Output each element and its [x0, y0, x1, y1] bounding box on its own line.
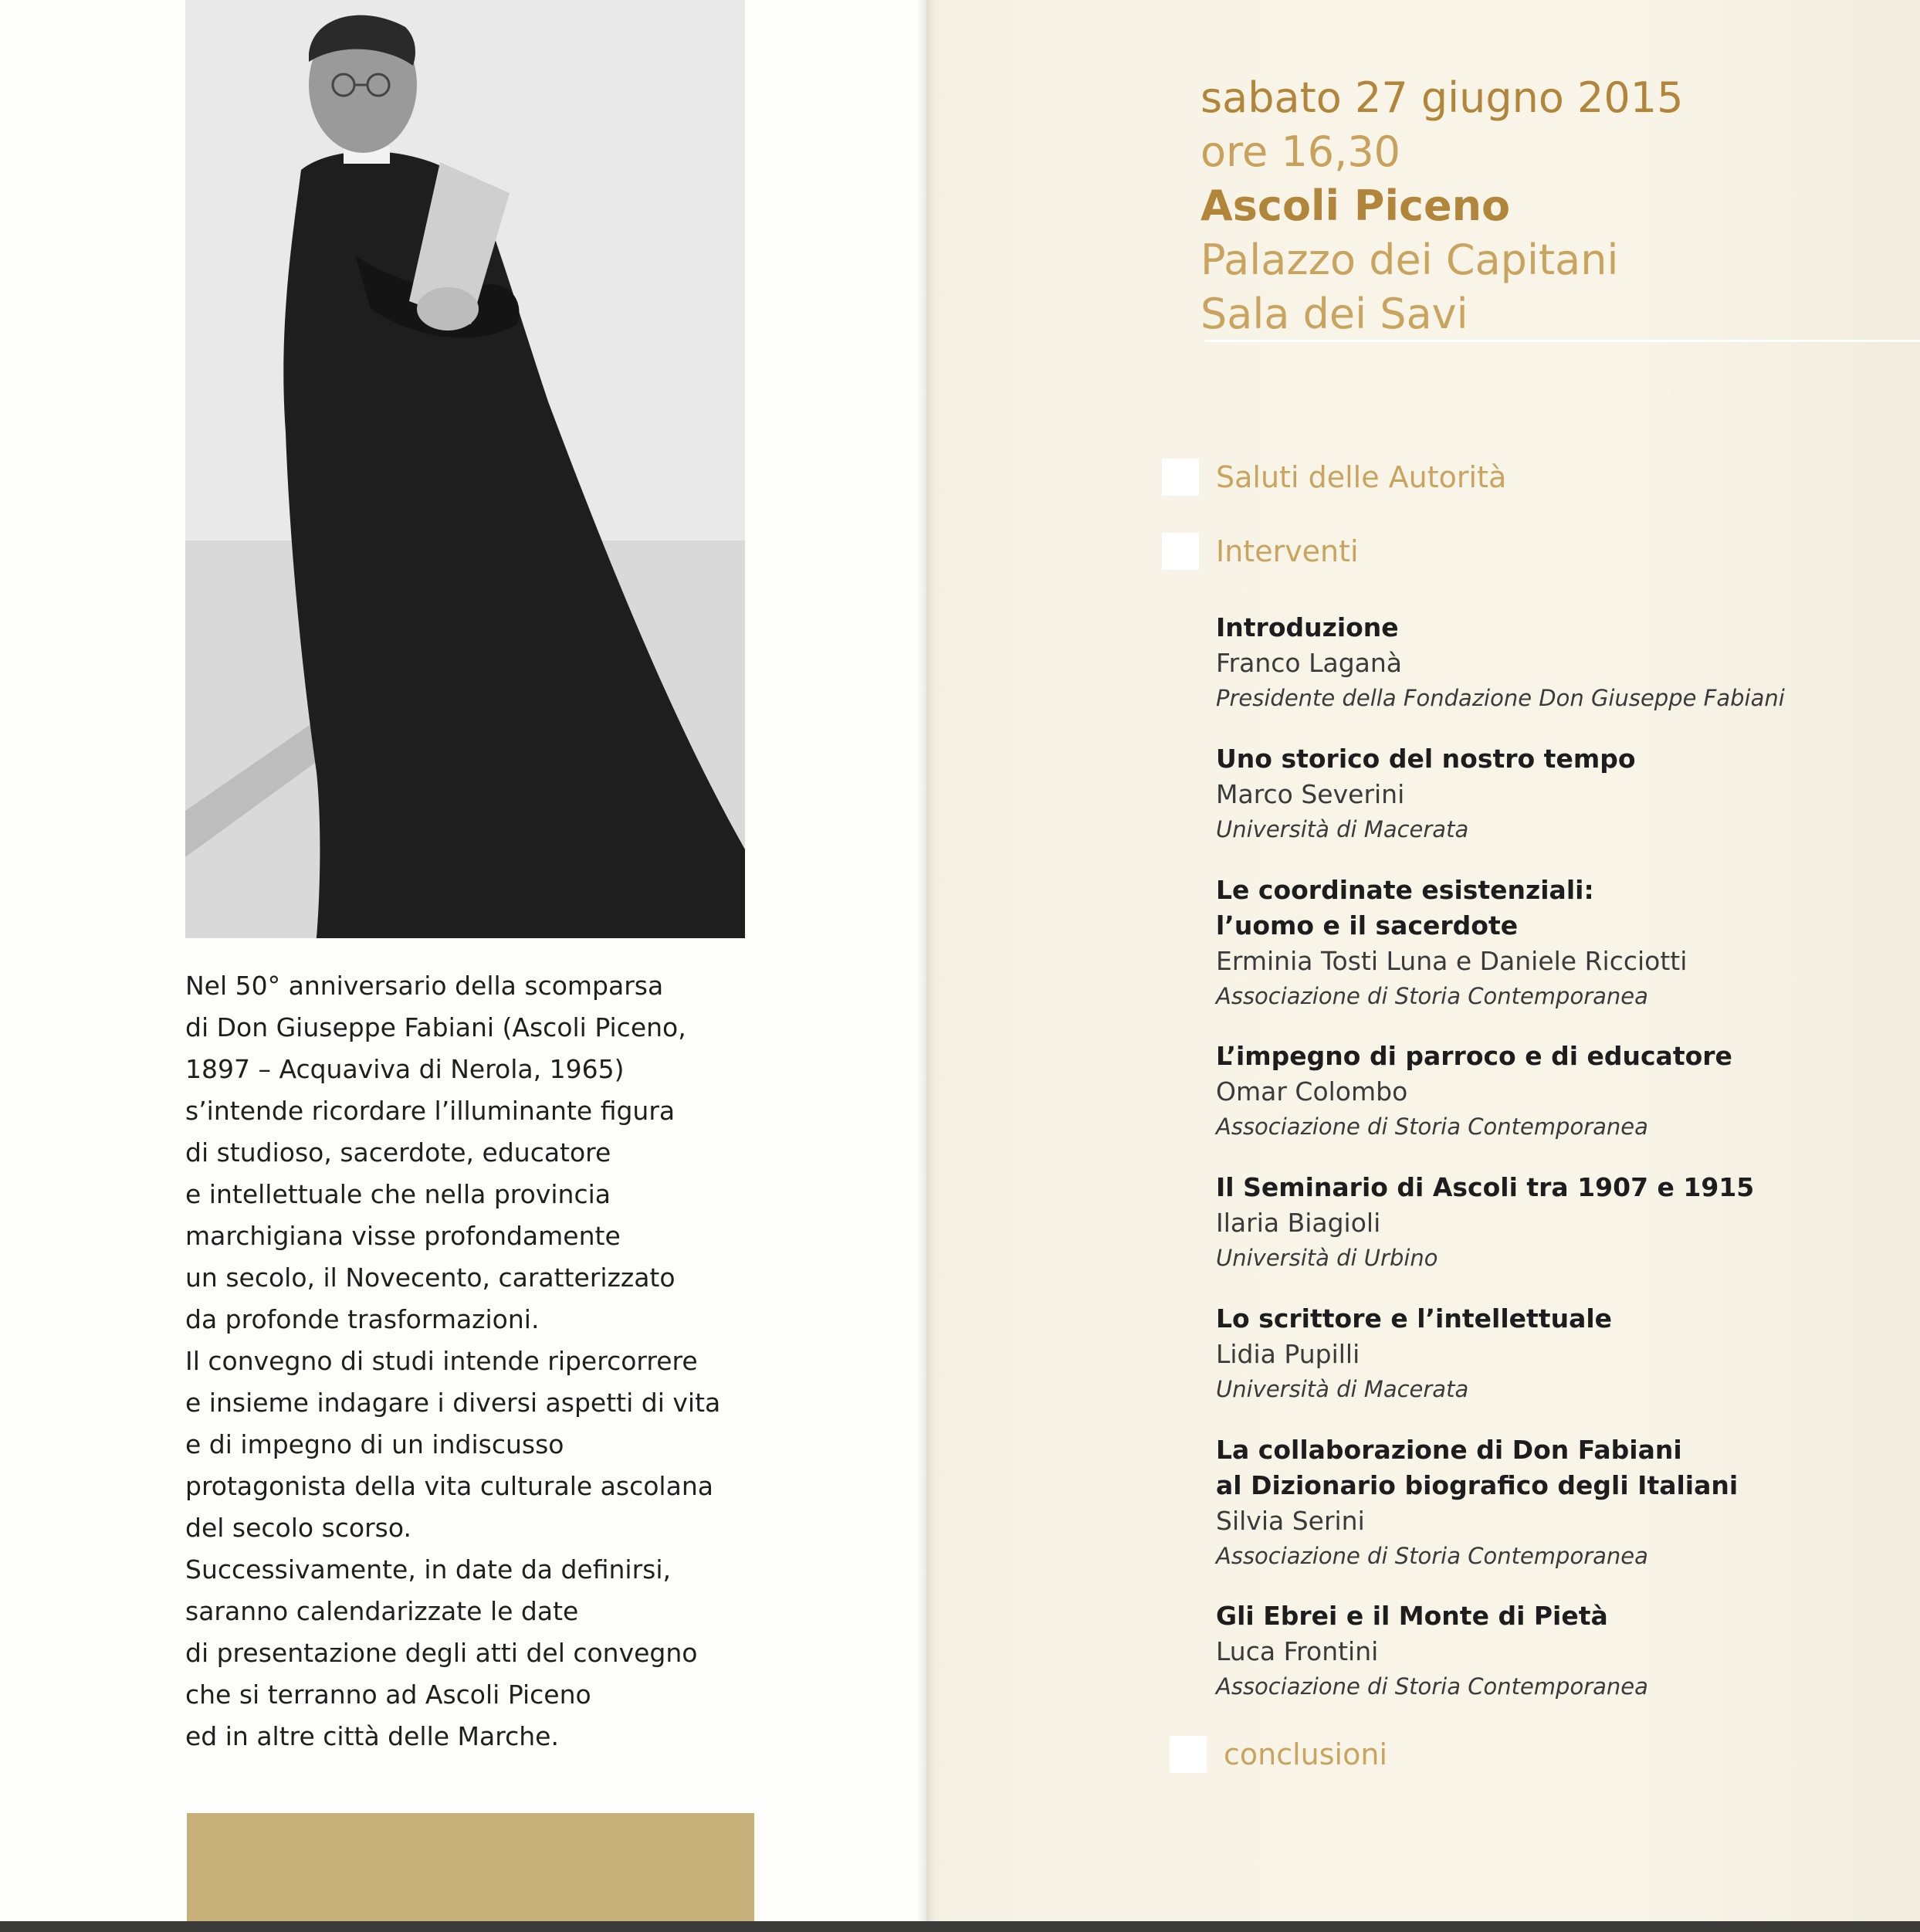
- event-room: Sala dei Savi: [1200, 290, 1468, 338]
- talk-item: [1216, 1170, 1880, 1275]
- event-time: ore 16,30: [1200, 127, 1401, 176]
- talk-speaker: Marco Severini: [1216, 779, 1405, 809]
- talk-title: Uno storico del nostro tempo: [1216, 744, 1636, 774]
- section-talks-label: Interventi: [1216, 534, 1359, 568]
- talk-affiliation: Associazione di Storia Contemporanea: [1216, 1113, 1648, 1140]
- talk-title: Introduzione: [1216, 612, 1399, 642]
- talk-item: [1216, 610, 1880, 715]
- talk-speaker: Luca Frontini: [1216, 1636, 1379, 1666]
- scan-bottom-edge: [0, 1921, 1920, 1932]
- priest-portrait-photo: [185, 0, 745, 938]
- event-date: sabato 27 giugno 2015: [1200, 73, 1684, 122]
- talk-speaker: Erminia Tosti Luna e Daniele Ricciotti: [1216, 946, 1688, 976]
- talk-item: [1216, 1039, 1880, 1144]
- talk-affiliation: Università di Macerata: [1216, 1376, 1469, 1402]
- talk-speaker: Lidia Pupilli: [1216, 1339, 1360, 1369]
- talk-speaker: Ilaria Biagioli: [1216, 1208, 1381, 1238]
- talk-title: La collaborazione di Don Fabiani al Dizionario biografico degli Italiani: [1216, 1435, 1739, 1500]
- section-greetings: [1162, 459, 1506, 496]
- talk-title: Gli Ebrei e il Monte di Pietà: [1216, 1601, 1608, 1631]
- talk-speaker: Silvia Serini: [1216, 1506, 1365, 1536]
- talk-title: Lo scrittore e l’intellettuale: [1216, 1303, 1613, 1334]
- talk-affiliation: Università di Urbino: [1216, 1245, 1438, 1271]
- talk-item: [1216, 1301, 1880, 1406]
- talk-title: Le coordinate esistenziali: l’uomo e il sacerdote: [1216, 875, 1594, 941]
- portrait-illustration: [185, 0, 745, 938]
- event-venue: Palazzo dei Capitani: [1200, 236, 1619, 284]
- talk-affiliation: Associazione di Storia Contemporanea: [1216, 1673, 1648, 1700]
- square-bullet-icon: [1162, 533, 1199, 570]
- talk-affiliation: Presidente della Fondazione Don Giuseppe Fabiani: [1216, 685, 1785, 711]
- talk-item: [1216, 873, 1880, 1013]
- talk-title: L’impegno di parroco e di educatore: [1216, 1041, 1732, 1071]
- talk-item: [1216, 741, 1880, 846]
- gold-color-band: [187, 1813, 754, 1923]
- event-header: [1200, 71, 1683, 341]
- section-talks: [1162, 533, 1359, 570]
- talk-title: Il Seminario di Ascoli tra 1907 e 1915: [1216, 1172, 1755, 1202]
- talk-affiliation: Università di Macerata: [1216, 816, 1469, 842]
- intro-paragraph: Nel 50° anniversario della scomparsa di Don Giuseppe Fabiani (Ascoli Piceno, 1897 – Acquaviva di Nerola, 1965) s’intende ricordare l’illuminante figura di studioso, sacerdote, educatore e intellettuale che nella provincia marchigiana visse profondamente un secolo, il Novecento, caratterizzato da profonde trasformazioni. Il convegno di studi intende ripercorrere e insieme indagare i diversi aspetti di vita e di impegno di un indiscusso protagonista della vita culturale ascolana del secolo scorso. Successivamente, in date da definirsi, saranno calendarizzate le date di presentazione degli atti del convegno che si terranno ad Ascoli Piceno ed in altre città delle Marche.: [185, 971, 721, 1751]
- talk-affiliation: Associazione di Storia Contemporanea: [1216, 983, 1648, 1009]
- fold-crease: [917, 0, 936, 1932]
- square-bullet-icon: [1162, 459, 1199, 496]
- event-city: Ascoli Piceno: [1200, 181, 1511, 230]
- section-closing: [1170, 1736, 1387, 1773]
- talk-item: [1216, 1598, 1880, 1703]
- header-divider: [1204, 340, 1920, 342]
- talk-affiliation: Associazione di Storia Contemporanea: [1216, 1543, 1648, 1569]
- square-bullet-icon: [1170, 1736, 1207, 1773]
- talk-item: [1216, 1432, 1880, 1573]
- talk-speaker: Franco Laganà: [1216, 648, 1403, 678]
- section-greetings-label: Saluti delle Autorità: [1216, 460, 1507, 494]
- talk-speaker: Omar Colombo: [1216, 1076, 1408, 1107]
- section-closing-label: conclusioni: [1224, 1737, 1388, 1771]
